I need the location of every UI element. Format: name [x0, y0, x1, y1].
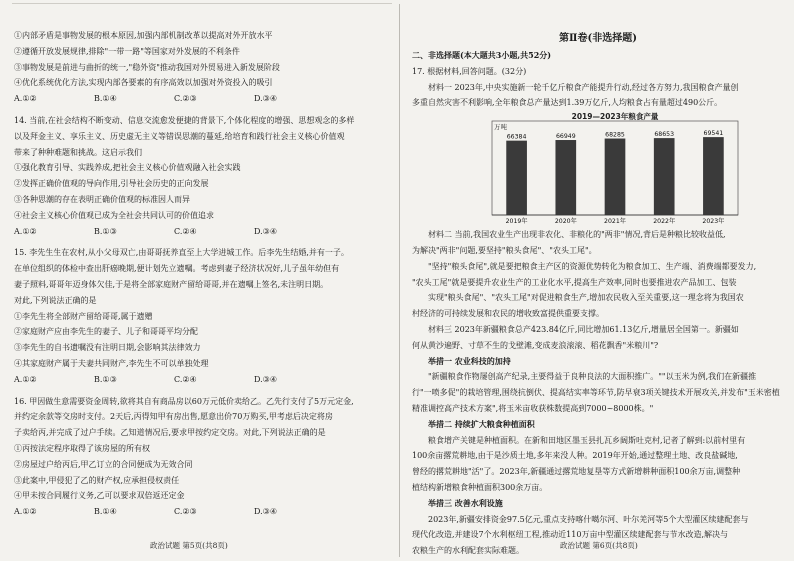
bar-chart-svg: [468, 111, 744, 227]
measure-3-line-2: 现代化改造,并建设7个水利枢纽工程,推动近110万亩中型灌区续建配套与节水改造,解决与: [412, 530, 728, 540]
chart-bar: [506, 141, 527, 215]
chart-x-tick-label: 2021年: [604, 218, 626, 226]
chart-data-label: 66949: [555, 133, 576, 141]
q13-choice-1: ①内部矛盾是事物发展的根本原因,加强内部机制改革以提高对外开放水平: [14, 31, 273, 40]
material-2-line-5: 实现"粮头食尾"、"农头工尾"对促进粮食生产,增加农民收入至关重要,这一理念将为我国农: [428, 293, 744, 303]
q14-stem-2: 以及拜金主义、享乐主义、历史虚无主义等错误思潮的蔓延,给培育和践行社会主义核心价值观: [14, 131, 345, 141]
chart-data-label: 66384: [506, 133, 527, 141]
section-title: 第Ⅱ卷(非选择题): [559, 33, 637, 44]
measure-1-line-2: 行"一喷多促"的栽培管理,围绕抗倒伏、提高结实率等环节,防早衰3项关键技术开展攻关,并发布"玉米密植: [412, 388, 780, 398]
q16-stem-3: 子卖给丙,并完成了过户手续。乙知道情况后,要求甲按约定交房。对此,下列说法正确的是: [14, 428, 326, 438]
chart-x-tick-label: 2023年: [702, 218, 725, 226]
q15-stem-3: 妻子照料,哥哥年迈身体欠佳,于是将全部家庭财产留给哥哥,并在遗嘱上签名,未注明日期。: [14, 279, 329, 289]
material-1-line-1: 材料一 2023年,中央实施新一轮千亿斤粮食产能提升行动,经过各方努力,我国粮食产量创: [428, 82, 739, 92]
q15-option-c[interactable]: C.②④: [174, 374, 197, 384]
chart-bar: [654, 138, 675, 215]
measure-3-title: 举措三 改善水利设施: [428, 497, 503, 508]
material-2-line-4: "农头工尾"就是要提升农业生产的工业化水平,提高生产效率,同时也要推进农产品加工、包装: [412, 277, 737, 287]
q16-stem-1: 16. 甲因做生意需要资金周转,欲将其自有商品房以60万元低价卖给乙。乙先行支付了5万元定金,: [14, 396, 354, 406]
part-two-heading: 二、非选择题(本大题共3小题,共52分): [412, 50, 552, 60]
material-2-line-1: 材料二 当前,我国农业生产出现非农化、非粮化的"两非"情况,背后是种粮比较收益低,: [428, 230, 726, 240]
material-2-line-2: 为解决"两非"问题,要坚持"粮头食尾"、"农头工尾"。: [412, 245, 597, 255]
q14-choice-4: ④社会主义核心价值观已成为全社会共同认可的价值追求: [14, 210, 214, 220]
q16-option-d[interactable]: D.③④: [254, 507, 278, 517]
q16-stem-2: 并约定余款等交房时支付。2天后,丙得知甲有房出售,愿意出价70万购买,甲考虑后决定将房: [14, 412, 333, 422]
material-1-line-2: 多重自然灾害不利影响,全年粮食总产量达到1.39万亿斤,人均粮食占有量超过490公斤。: [412, 98, 723, 108]
q14-stem-1: 14. 当前,在社会结构不断变动、信息交流愈发便捷的背景下,个体化程度的增强、思想观念的多样: [14, 115, 355, 125]
chart-x-tick-label: 2019年: [505, 218, 528, 226]
measure-1-title: 举措一 农业科技的加持: [428, 355, 511, 366]
measure-2-title: 举措二 持续扩大粮食种植面积: [428, 418, 535, 429]
q14-option-d[interactable]: D.③④: [254, 226, 278, 236]
q17-stem: 17. 根据材料,回答问题。(32分): [412, 66, 527, 76]
q14-option-b[interactable]: B.①③: [94, 226, 117, 236]
q16-options: [14, 504, 390, 520]
q16-choice-1: ①丙按法定程序取得了该房屋的所有权: [14, 443, 150, 453]
q14-choice-3: ③各种思潮的存在表明正确价值观的标准因人而异: [14, 194, 190, 204]
right-page-footer: 政治试题 第6页(共8页): [560, 541, 638, 550]
q13-option-a[interactable]: A.①②: [14, 94, 37, 104]
q14-option-a[interactable]: A.①②: [14, 226, 37, 236]
measure-1-line-1: "新疆粮食作物屡创高产纪录,主要得益于良种良法的大面积推广。""以玉米为例,我们在新疆推: [428, 372, 757, 382]
q13-choice-2: ②遵循开放发展规律,排除"一带一路"等国家对外发展的不利条件: [14, 46, 240, 56]
q15-choice-2: ②家庭财产应由李先生的妻子、儿子和哥哥平均分配: [14, 327, 198, 337]
chart-bar: [555, 140, 576, 215]
q13-options: [14, 91, 390, 107]
question-14: [14, 113, 390, 239]
chart-data-label: 69541: [703, 130, 724, 138]
q15-stem-2: 在单位组织的体检中查出肝癌晚期,便计划先立遗嘱。考虑到妻子经济状况好,儿子虽年幼但有: [14, 264, 340, 274]
chart-data-label: 68285: [605, 131, 625, 139]
material-2-line-3: "坚持"粮头食尾",就是要把粮食主产区的资源优势转化为粮食加工、生产端、消费端都要发力,: [428, 261, 757, 271]
question-15: [14, 245, 390, 387]
q13-choices: [14, 28, 390, 91]
material-2-line-6: 村经济的可持续发展和农民的增收致富提供重要支撑。: [412, 309, 604, 319]
chart-bar: [605, 139, 626, 215]
measure-3-line-1: 2023年,新疆安排资金97.5亿元,重点支持喀什噶尔河、叶尔羌河等5个大型灌区续建配套与: [428, 514, 749, 524]
material-3-line-2: 何从黄沙遍野、寸草不生的戈壁滩,变成麦浪滚滚、稻花飘香"米粮川"?: [412, 340, 659, 350]
q15-options: [14, 372, 390, 388]
q15-stem-4: 对此,下列说法正确的是: [14, 295, 97, 305]
q16-option-c[interactable]: C.②③: [174, 507, 197, 517]
q13-option-d[interactable]: D.③④: [254, 94, 278, 104]
measure-2-line-1: 粮食增产关键是种植面积。在新和田地区墨玉县扎瓦乡阔斯吐克村,记者了解到:以前村里有: [428, 435, 746, 445]
q15-stem-1: 15. 李先生生在农村,从小父母双亡,由哥哥抚养直至上大学进城工作。后李先生结婚,并有一子。: [14, 248, 349, 258]
chart-data-label: 68653: [654, 131, 675, 139]
q14-choice-1: ①强化教育引导、实践养成,把社会主义核心价值观融入社会实践: [14, 163, 241, 173]
q16-choice-4: ④甲未按合同履行义务,乙可以要求双倍返还定金: [14, 491, 185, 501]
q14-choice-2: ②发挥正确价值观的导向作用,引导社会历史的正向发展: [14, 179, 209, 189]
left-page-footer: 政治试题 第5页(共8页): [150, 541, 228, 550]
chart-x-tick-label: 2020年: [554, 218, 577, 226]
q14-options: [14, 224, 390, 240]
q16-choice-2: ②房屋过户给丙后,甲乙订立的合同便成为无效合同: [14, 459, 193, 469]
chart-y-unit: 万吨: [494, 123, 507, 132]
measure-2-line-4: 植结构新增粮食种植面积300余万亩。: [412, 482, 548, 492]
q15-option-b[interactable]: B.①③: [94, 374, 117, 384]
measure-1-line-3: 精准调控高产技术方案",将玉米亩收获株数提高到7000~8000株。": [412, 403, 654, 413]
q15-option-d[interactable]: D.③④: [254, 374, 278, 384]
q16-option-b[interactable]: B.①④: [94, 507, 117, 517]
question-16: [14, 394, 390, 520]
chart-x-tick-label: 2022年: [653, 218, 676, 226]
measure-3-line-3: 农粮生产的水利配套实际难题。: [412, 546, 524, 556]
grain-output-chart: [468, 111, 744, 227]
q15-choice-1: ①李先生将全部财产留给哥哥,属于遗赠: [14, 311, 153, 321]
measure-2-line-3: 曾经的撂荒耕地"活"了。2023年,新疆通过撂荒地复垦等方式新增耕种面积100余万亩,调整种: [412, 467, 741, 477]
q14-option-c[interactable]: C.②④: [174, 226, 197, 236]
q15-choice-3: ③李先生的自书遗嘱没有注明日期,会影响其法律效力: [14, 343, 201, 353]
q14-stem-3: 带来了种种难题和挑战。这启示我们: [14, 147, 142, 157]
right-page: [400, 0, 794, 561]
q15-choice-4: ④其家庭财产属于夫妻共同财产,李先生不可以单独处理: [14, 358, 209, 368]
chart-title: 2019—2023年粮食产量: [571, 112, 659, 122]
q16-option-a[interactable]: A.①②: [14, 507, 37, 517]
measure-2-line-2: 100余亩撂荒耕地,由于是沙质土地,多年来没人种。2019年开始,通过整理土地、改良盐碱地,: [412, 451, 738, 461]
chart-bar: [703, 137, 724, 215]
q13-choice-3: ③事物发展是前进与曲折的统一,"稳外资"推动我国对外贸易进入新发展阶段: [14, 62, 280, 72]
q13-option-c[interactable]: C.②③: [174, 94, 197, 104]
q13-option-b[interactable]: B.①④: [94, 94, 117, 104]
q15-option-a[interactable]: A.①②: [14, 374, 37, 384]
q16-choice-3: ③此案中,甲侵犯了乙的财产权,应承担侵权责任: [14, 475, 180, 485]
q13-choice-4: ④优化系统优化方法,实现内部各要素的有序高效以加强对外资投入的吸引: [14, 78, 273, 88]
material-3-line-1: 材料三 2023年新疆粮食总产423.84亿斤,同比增加61.13亿斤,增量居全国第一。新疆如: [428, 324, 739, 334]
